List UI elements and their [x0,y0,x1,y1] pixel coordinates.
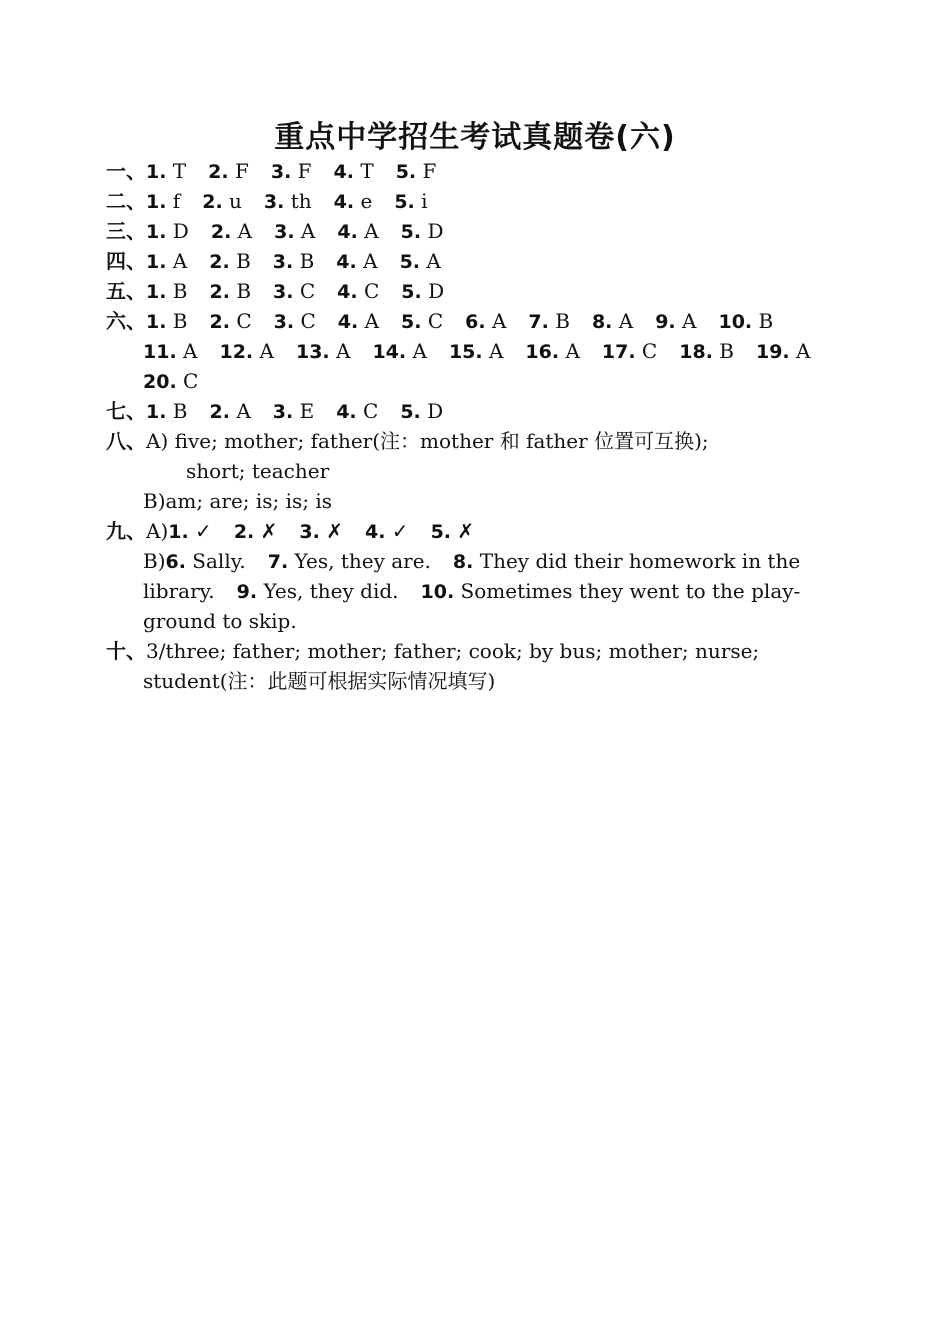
answer-item [453,546,800,577]
answer-value: A [357,219,379,243]
section-9-b-line-3: ground to skip. [143,609,297,633]
section-label: 一、 [106,159,146,183]
answer-item [210,276,252,307]
answer-value: C [421,309,444,333]
answer-number: 6. [165,551,186,573]
answer-value: A [406,339,427,363]
answer-number: 7. [528,311,549,333]
answer-item [273,276,315,307]
answer-value: A [485,309,507,333]
answer-value: ✗ [319,519,343,543]
answer-item [208,156,249,187]
answer-value: B [548,309,570,333]
answer-value: They did their homework in the [473,549,801,573]
answer-item [146,276,188,307]
answer-number: 20. [143,371,177,393]
answer-item [338,306,379,337]
answer-item [268,546,431,577]
answer-value: library. [143,579,215,603]
answer-number: 7. [267,551,289,573]
answer-item [528,306,570,337]
answer-item [431,516,475,547]
answer-value: Yes, they are. [288,549,431,573]
answer-number: 1. [146,311,167,333]
answer-number: 2. [209,311,230,333]
answer-item [143,366,198,397]
answer-value: B [752,309,774,333]
answer-item [592,306,633,337]
answer-item [299,516,343,547]
section-label: 四、 [106,249,146,273]
section-9 [106,516,846,547]
answer-item [400,246,441,277]
answer-number: 2. [202,191,223,213]
answer-item [400,396,443,427]
answer-item [274,216,315,247]
answer-value: f [166,189,181,213]
answer-value: A [789,339,811,363]
answer-number: 17. [601,341,636,363]
answer-number: 3. [272,251,294,273]
answer-item [337,216,378,247]
answer-item [465,306,506,337]
answer-value: e [354,189,373,213]
section-label: 七、 [106,399,146,423]
answer-number: 12. [219,341,254,363]
answer-item [401,216,444,247]
answer-value: A [612,309,634,333]
answer-item [394,186,427,217]
section-1 [106,156,846,187]
section-label: 三、 [106,219,146,243]
answer-number: 1. [146,161,167,183]
section-8 [106,426,846,456]
answer-value: D [420,399,444,423]
answer-item [237,576,399,607]
section-label: 二、 [106,189,146,213]
answer-item [337,276,379,307]
answer-number: 11. [143,341,177,363]
answer-number: 19. [755,341,790,363]
answer-number: 1. [146,281,167,303]
section-label: 九、 [106,519,146,543]
answer-value: A [358,309,380,333]
answer-item [271,156,312,187]
answer-number: 4. [364,521,386,543]
section-label: 八、 [106,429,146,453]
section-8-b-line: B)am; are; is; is; is [143,489,333,513]
answer-value: B [712,339,734,363]
answer-value: A [176,339,198,363]
answer-item [401,306,443,337]
section-9-b-line-1 [143,546,833,577]
section-3 [106,216,846,247]
answer-value: C [229,309,252,333]
answer-number: 2. [210,221,232,243]
answer-number: 5. [430,521,452,543]
answer-item [396,156,437,187]
section-label: 十、 [106,639,146,663]
section-8-a-line-1: A) five; mother; father(注：mother 和 father 位置可互换); [146,429,709,453]
answer-value: A [294,219,316,243]
answer-value: i [414,189,428,213]
section-9-b-prefix: B) [143,549,166,573]
answer-number: 3. [274,221,295,243]
answer-item [365,516,409,547]
answer-value: D [421,219,444,243]
answer-value: ✗ [254,519,278,543]
answer-number: 4. [337,221,358,243]
answer-item [655,306,696,337]
answer-item [166,546,246,577]
section-10-line-2: student(注：此题可根据实际情况填写) [143,669,496,693]
answer-number: 1. [146,401,167,423]
answer-number: 15. [448,341,483,363]
section-2 [106,186,846,217]
section-4 [106,246,846,277]
answer-value: F [291,159,312,183]
answer-number: 2. [209,401,230,423]
section-10-line-1: 3/three; father; mother; father; cook; by bus; mother; nurse; [146,639,760,663]
answer-value: B [229,249,251,273]
answer-value: ✗ [451,519,475,543]
answer-number: 9. [655,311,676,333]
answer-item [168,516,212,547]
answer-number: 5. [401,311,422,333]
answer-value: C [635,339,658,363]
answer-item [296,336,350,367]
answer-item [273,246,315,277]
section-5 [106,276,846,307]
answer-value: A [559,339,580,363]
answer-item [210,306,252,337]
answer-item [234,516,278,547]
answer-item [372,336,426,367]
answer-number: 18. [679,341,713,363]
answer-value: A [420,249,441,273]
section-10 [106,636,832,666]
answer-value: C [357,279,380,303]
answer-value: ✓ [385,519,409,543]
answer-number: 3. [272,401,294,423]
answer-number: 13. [295,341,330,363]
section-6-line-2 [143,336,883,367]
answer-number: 4. [336,251,357,273]
answer-item [525,336,579,367]
answer-item [143,336,197,367]
section-9-b-line-2 [143,576,833,607]
answer-item [143,576,215,606]
answer-number: 10. [718,311,753,333]
answer-item [146,396,188,427]
answer-item [146,246,187,277]
answer-item [602,336,657,367]
answer-item [756,336,810,367]
answer-value: C [293,279,316,303]
answer-number: 2. [209,281,230,303]
answer-number: 1. [146,251,167,273]
answer-item [336,246,377,277]
answer-value: ✓ [188,519,212,543]
answer-number: 4. [333,191,355,213]
answer-item [401,276,444,307]
answer-item [146,186,180,217]
answer-value: u [222,189,242,213]
answer-value: A [166,249,188,273]
answer-number: 4. [337,311,359,333]
answer-number: 5. [399,251,421,273]
answer-item [146,156,186,187]
answer-value: D [166,219,189,243]
answer-number: 8. [591,311,613,333]
answer-number: 6. [465,311,486,333]
answer-number: 5. [394,191,415,213]
answer-item [209,246,251,277]
answer-value: C [176,369,199,393]
answer-item [146,306,188,337]
answer-value: A [231,219,253,243]
answer-value: B [166,309,188,333]
answer-item [146,216,189,247]
answer-number: 4. [337,281,358,303]
answer-item [273,396,314,427]
answer-number: 16. [525,341,560,363]
answer-number: 8. [452,551,474,573]
answer-item [334,156,374,187]
answer-item [210,396,251,427]
answer-number: 5. [400,401,421,423]
answer-number: 2. [209,251,230,273]
answer-value: F [416,159,437,183]
answer-item [219,336,273,367]
answer-value: F [228,159,249,183]
answer-number: 1. [146,191,167,213]
section-label: 五、 [106,279,146,303]
answer-number: 2. [208,161,229,183]
answer-value: C [294,309,316,333]
answer-number: 9. [236,581,258,603]
answer-number: 3. [263,191,285,213]
section-6-line-3 [143,366,883,397]
answer-value: Sally. [185,549,246,573]
answer-number: 3. [273,281,294,303]
answer-value: T [353,159,374,183]
section-label: 六、 [106,309,146,333]
section-6 [106,306,846,337]
answer-value: D [421,279,445,303]
answer-value: B [293,249,315,273]
answer-item [202,186,242,217]
answer-item [336,396,378,427]
answer-number: 5. [400,221,422,243]
answer-item [421,576,801,607]
answer-value: C [356,399,379,423]
answer-number: 3. [299,521,320,543]
answer-number: 3. [270,161,292,183]
answer-number: 2. [233,521,255,543]
answer-value: A [675,309,697,333]
answer-value: B [166,399,188,423]
section-8-a-line-2: short; teacher [186,459,330,483]
answer-item [679,336,734,367]
section-9-a-prefix: A) [146,519,169,543]
answer-item [264,186,312,217]
answer-number: 1. [146,221,167,243]
answer-number: 14. [372,341,407,363]
answer-item [718,306,773,337]
answer-value: A [229,399,251,423]
answer-value: A [482,339,504,363]
answer-number: 3. [273,311,295,333]
answer-item [334,186,373,217]
page-title: 重点中学招生考试真题卷(六) [274,120,676,155]
answer-value: A [329,339,351,363]
answer-value: Yes, they did. [257,579,399,603]
answer-number: 1. [168,521,189,543]
answer-value: Sometimes they went to the play- [454,579,801,603]
answer-value: E [293,399,315,423]
answer-number: 4. [333,161,354,183]
answer-number: 5. [401,281,422,303]
answer-number: 4. [336,401,357,423]
answer-value: B [166,279,188,303]
answer-value: th [284,189,312,213]
answer-item [449,336,503,367]
answer-value: B [229,279,252,303]
answer-value: A [253,339,274,363]
answer-number: 5. [395,161,417,183]
answer-item [211,216,252,247]
answer-number: 10. [420,581,455,603]
answer-value: T [166,159,187,183]
answer-value: A [356,249,378,273]
answer-item [274,306,316,337]
section-7 [106,396,846,427]
